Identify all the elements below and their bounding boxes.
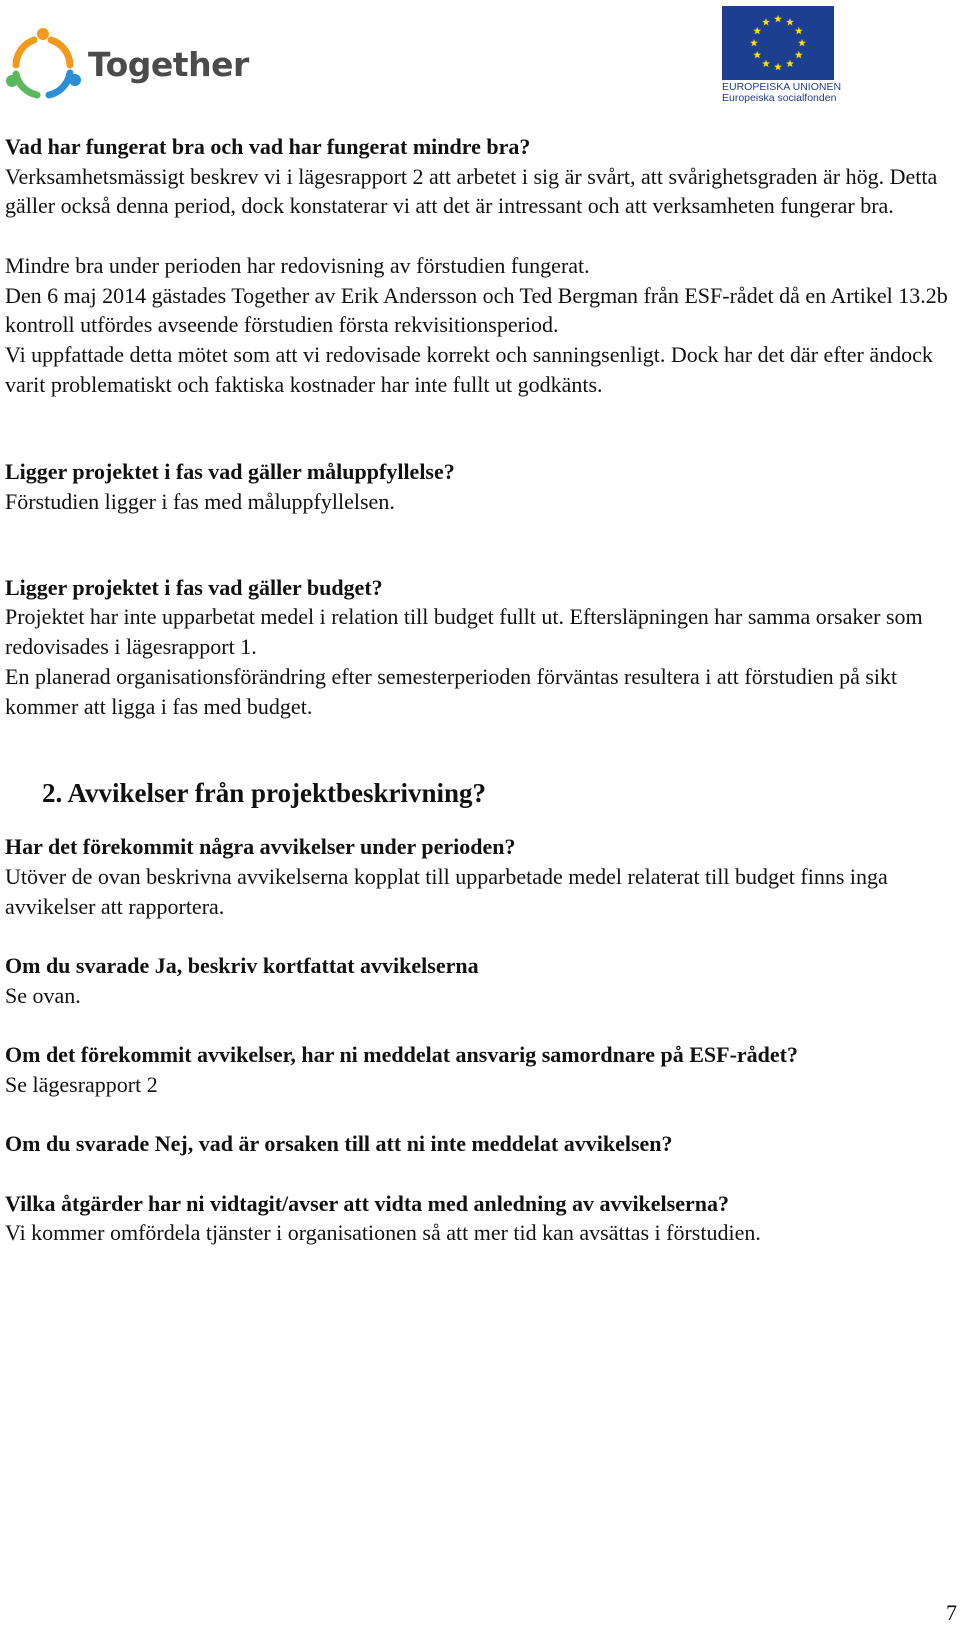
answer-paragraph: Se ovan. [5, 982, 81, 1008]
answer-paragraph: Se lägesrapport 2 [5, 1071, 158, 1097]
page-header [0, 0, 960, 112]
question-budget: Ligger projektet i fas vad gäller budget? [5, 574, 383, 600]
spacer [5, 1159, 955, 1189]
question-deviations: Har det förekommit några avvikelser under perioden? [5, 834, 516, 860]
answer-paragraph: Förstudien ligger i fas med måluppfyllelsen. [5, 489, 395, 515]
together-logo-text: Together [88, 44, 249, 84]
answer-paragraph: Vi kommer omfördela tjänster i organisationen så att mer tid kan avsättas i förstudien. [5, 1220, 761, 1246]
answer-paragraph: Utöver de ovan beskrivna avvikelserna kopplat till upparbetade medel relaterat till budget finns inga avvikelser att rapportera. [5, 863, 888, 919]
document-body [5, 132, 955, 1248]
spacer [5, 1010, 955, 1040]
spacer [5, 813, 955, 832]
spacer [5, 517, 955, 573]
spacer [5, 721, 955, 773]
spacer [5, 399, 955, 457]
spacer [5, 921, 955, 951]
question-what-worked: Vad har fungerat bra och vad har fungerat mindre bra? [5, 134, 531, 159]
question-goal-fulfilment: Ligger projektet i fas vad gäller måluppfyllelse? [5, 459, 455, 485]
page-number: 7 [946, 1600, 957, 1625]
together-logo [4, 24, 249, 104]
question-if-no: Om du svarade Nej, vad är orsaken till att ni inte meddelat avvikelsen? [5, 1131, 673, 1157]
answer-paragraph: Vi uppfattade detta mötet som att vi redovisade korrekt och sanningsenligt. Dock har det där efter ändock varit problematiskt och faktiska kostnader har inte fullt ut godkänts. [5, 341, 933, 397]
eu-logo [722, 6, 842, 104]
spacer [5, 221, 955, 251]
answer-paragraph: En planerad organisationsförändring efter semesterperioden förväntas resultera i att förstudien på sikt kommer att ligga i fas med budget. [5, 663, 898, 719]
eu-union-label: EUROPEISKA UNIONEN [722, 81, 842, 93]
question-if-yes: Om du svarade Ja, beskriv kortfattat avvikelserna [5, 953, 479, 979]
answer-paragraph: Verksamhetsmässigt beskrev vi i lägesrapport 2 att arbetet i sig är svårt, att svårighetsgraden är hög. Detta gäller också denna period, dock konstaterar vi att det är intressant och att verksamheten fungerar bra. [5, 163, 938, 219]
eu-flag-icon [722, 6, 834, 80]
together-people-circle-icon [4, 25, 82, 103]
answer-paragraph: Den 6 maj 2014 gästades Together av Erik Andersson och Ted Bergman från ESF-rådet då en Artikel 13.2b kontroll utfördes avseende förstudien första rekvisitionsperiod. [5, 282, 948, 338]
question-notified: Om det förekommit avvikelser, har ni meddelat ansvarig samordnare på ESF-rådet? [5, 1042, 798, 1068]
section-heading: 2. Avvikelser från projektbeskrivning? [42, 778, 487, 809]
question-measures: Vilka åtgärder har ni vidtagit/avser att vidta med anledning av avvikelserna? [5, 1190, 729, 1216]
answer-paragraph: Mindre bra under perioden har redovisning av förstudien fungerat. [5, 252, 590, 278]
answer-paragraph: Projektet har inte upparbetat medel i relation till budget fullt ut. Eftersläpningen har samma orsaker som redovisades i lägesrapport 1. [5, 604, 923, 660]
spacer [5, 1100, 955, 1130]
eu-fund-label: Europeiska socialfonden [722, 92, 837, 104]
